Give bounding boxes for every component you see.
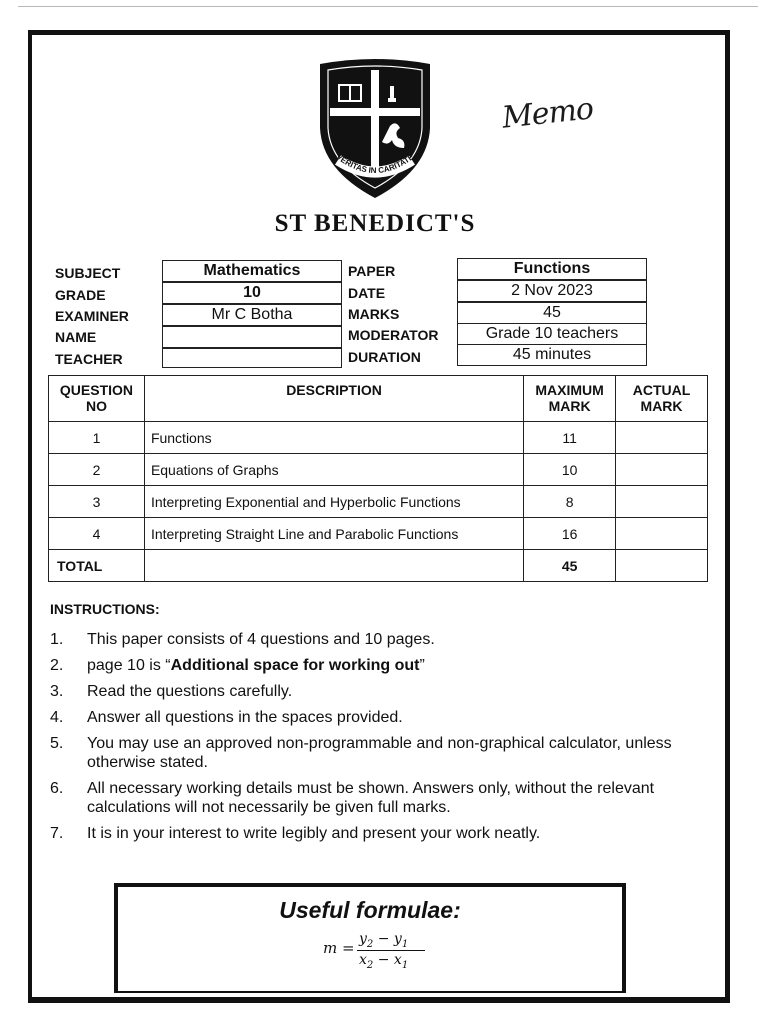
question-description: Equations of Graphs (144, 454, 523, 486)
date-label: DATE (348, 285, 386, 301)
question-number: 1 (49, 422, 145, 454)
examiner-label: EXAMINER (55, 308, 129, 324)
instruction-item (50, 682, 710, 701)
table-row (49, 486, 708, 518)
actual-mark-field[interactable] (616, 486, 708, 518)
instruction-text-prefix: page 10 is “ (87, 657, 171, 674)
name-label: NAME (55, 329, 97, 345)
subject-value: Mathematics (162, 260, 342, 282)
actual-mark-field[interactable] (616, 454, 708, 486)
table-row (49, 422, 708, 454)
instructions-list (50, 630, 710, 850)
total-maximum-mark: 45 (524, 550, 616, 582)
maximum-mark: 11 (524, 422, 616, 454)
total-row (49, 550, 708, 582)
instruction-text: Read the questions carefully. (87, 683, 293, 700)
subject-label: SUBJECT (55, 265, 121, 281)
instruction-text-bold: Additional space for working out (170, 657, 420, 674)
table-header-row (49, 376, 708, 422)
moderator-label: MODERATOR (348, 327, 439, 343)
scan-top-edge (18, 6, 758, 7)
paper-label: PAPER (348, 263, 396, 279)
name-field[interactable] (162, 326, 342, 348)
total-actual-mark-field[interactable] (616, 550, 708, 582)
teacher-label: TEACHER (55, 351, 123, 367)
question-description: Interpreting Exponential and Hyperbolic Functions (144, 486, 523, 518)
question-description: Interpreting Straight Line and Parabolic Functions (144, 518, 523, 550)
grade-value: 10 (162, 282, 342, 304)
instruction-number: 7. (50, 825, 64, 842)
table-row (49, 518, 708, 550)
marks-label: MARKS (348, 306, 400, 322)
instruction-text: All necessary working details must be shown. Answers only, without the relevant calculations will not necessarily be given full marks. (87, 780, 655, 816)
actual-mark-field[interactable] (616, 518, 708, 550)
instruction-text: You may use an approved non-programmable and non-graphical calculator, unless otherwise stated. (87, 735, 672, 771)
question-no-header: QUESTION NO (49, 376, 145, 422)
handwritten-memo-note: Memo (500, 91, 595, 136)
instruction-item (50, 779, 710, 817)
paper-value: Functions (457, 258, 647, 280)
formula-numerator: $y_2 - y_1$ (359, 931, 409, 950)
gradient-formula (323, 931, 443, 971)
formula-lhs: m = (323, 939, 355, 957)
instruction-text: This paper consists of 4 questions and 10 pages. (87, 631, 435, 648)
instruction-text: It is in your interest to write legibly and present your work neatly. (87, 825, 541, 842)
duration-label: DURATION (348, 349, 421, 365)
instruction-text: Answer all questions in the spaces provided. (87, 709, 403, 726)
fraction-bar (357, 950, 425, 951)
maximum-mark: 8 (524, 486, 616, 518)
instruction-item (50, 656, 710, 675)
instruction-number: 5. (50, 735, 64, 752)
instruction-item (50, 824, 710, 843)
table-row (49, 454, 708, 486)
instruction-item (50, 630, 710, 649)
moderator-value: Grade 10 teachers (457, 323, 647, 345)
teacher-field[interactable] (162, 348, 342, 368)
instruction-number: 6. (50, 780, 64, 797)
instructions-title: INSTRUCTIONS: (50, 601, 160, 617)
instruction-number: 3. (50, 683, 64, 700)
instruction-text-suffix: ” (419, 657, 425, 674)
instruction-number: 2. (50, 657, 64, 674)
instruction-item (50, 708, 710, 727)
instruction-number: 1. (50, 631, 64, 648)
actual-mark-header: ACTUAL MARK (616, 376, 708, 422)
marks-value: 45 (457, 302, 647, 324)
description-header: DESCRIPTION (144, 376, 523, 422)
examiner-value: Mr C Botha (162, 304, 342, 326)
duration-value: 45 minutes (457, 344, 647, 366)
useful-formulae-box (114, 883, 626, 993)
total-label: TOTAL (49, 550, 145, 582)
instruction-item (50, 734, 710, 772)
instruction-number: 4. (50, 709, 64, 726)
question-number: 2 (49, 454, 145, 486)
svg-text:VERITAS IN CARITATE: VERITAS IN CARITATE (334, 152, 416, 176)
question-description: Functions (144, 422, 523, 454)
date-value: 2 Nov 2023 (457, 280, 647, 302)
maximum-mark: 16 (524, 518, 616, 550)
maximum-mark-header: MAXIMUM MARK (524, 376, 616, 422)
actual-mark-field[interactable] (616, 422, 708, 454)
question-marks-table (48, 375, 708, 582)
school-name: ST BENEDICT'S (274, 210, 476, 237)
formulae-title: Useful formulae: (279, 897, 461, 923)
question-number: 4 (49, 518, 145, 550)
maximum-mark: 10 (524, 454, 616, 486)
crest-motto (316, 58, 434, 200)
formula-denominator: $x_2 - x_1$ (359, 952, 409, 971)
question-number: 3 (49, 486, 145, 518)
total-description (144, 550, 523, 582)
grade-label: GRADE (55, 287, 106, 303)
